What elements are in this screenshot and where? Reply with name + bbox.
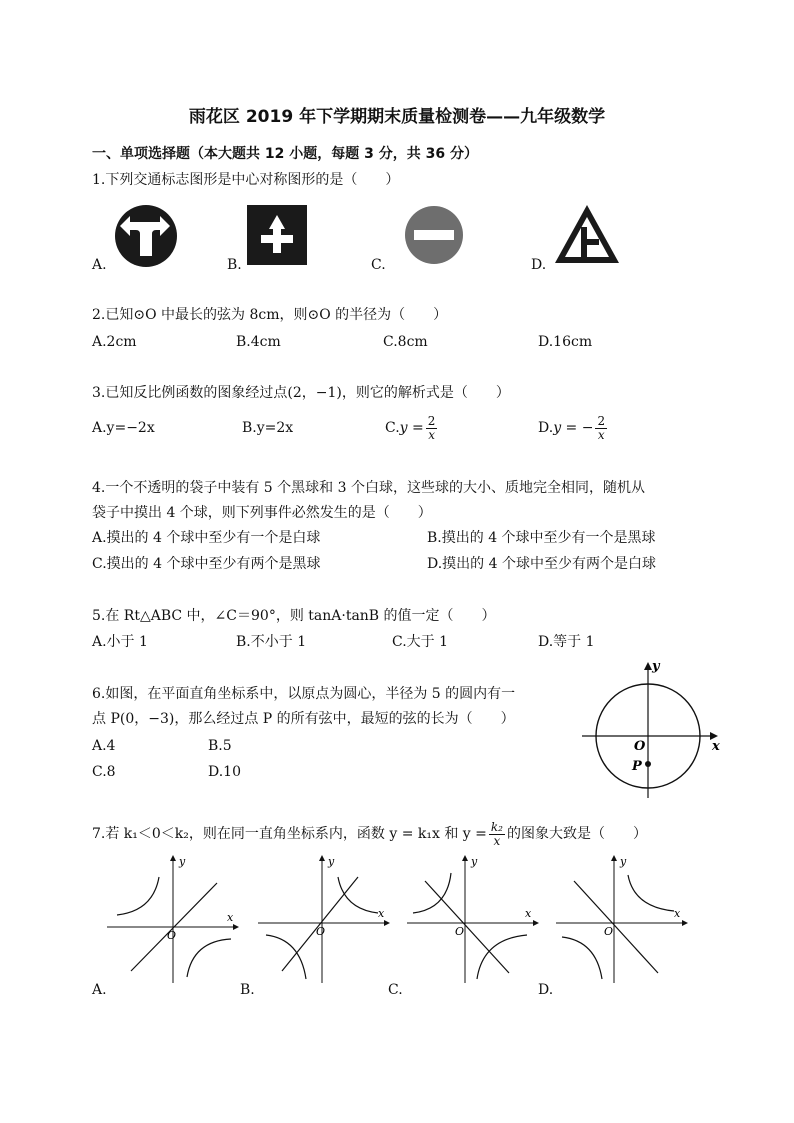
- q4-option-d[interactable]: D.摸出的 4 个球中至少有两个是白球: [427, 556, 656, 572]
- q7-option-a[interactable]: A.: [92, 982, 107, 998]
- question-4-stem-line1: 4.一个不透明的袋子中装有 5 个黑球和 3 个白球，这些球的大小、质地完全相同，随机从: [92, 480, 645, 496]
- q7b-y-label: y: [328, 855, 335, 868]
- question-6-stem-line1: 6.如图，在平面直角坐标系中，以原点为圆心，半径为 5 的圆内有一: [92, 686, 516, 702]
- q3-option-c-lhs: y =: [399, 420, 424, 436]
- q7c-origin-label: O: [455, 925, 465, 938]
- question-7-stem-b: 的图象大致是（ ）: [506, 826, 647, 842]
- q3-option-d-letter: D.: [538, 420, 554, 436]
- q5-option-b[interactable]: B.不小于 1: [236, 634, 307, 650]
- q3-option-d-numerator: 2: [597, 413, 606, 428]
- q7-option-d[interactable]: D.: [538, 982, 554, 998]
- arrow-up-square-sign-icon: [247, 205, 307, 265]
- q4-option-b[interactable]: B.摸出的 4 个球中至少有一个是黑球: [427, 530, 656, 546]
- q5-option-c[interactable]: C.大于 1: [392, 634, 449, 650]
- question-7-stem-a: 7.若 k₁＜0＜k₂，则在同一直角坐标系内，函数 y = k₁x 和 y =: [92, 826, 487, 842]
- q7d-x-label: x: [674, 907, 681, 920]
- q3-option-d[interactable]: [538, 410, 609, 446]
- q6-option-b[interactable]: B.5: [208, 738, 232, 754]
- q3-option-a[interactable]: A.y=−2x: [92, 420, 155, 436]
- q7-option-c[interactable]: C.: [388, 982, 403, 998]
- q3-option-d-fraction: [595, 415, 607, 442]
- q6-x-label: x: [712, 739, 720, 754]
- q7a-x-label: x: [227, 911, 234, 924]
- q7c-x-label: x: [525, 907, 532, 920]
- q4-option-a[interactable]: A.摸出的 4 个球中至少有一个是白球: [92, 530, 321, 546]
- q1-option-b[interactable]: B.: [227, 257, 242, 273]
- q2-option-a[interactable]: A.2cm: [92, 334, 137, 350]
- q4-option-c[interactable]: C.摸出的 4 个球中至少有两个是黑球: [92, 556, 321, 572]
- q6-origin-label: O: [634, 739, 646, 754]
- q3-option-c-denominator: x: [428, 427, 435, 442]
- page-title: 雨花区 2019 年下学期期末质量检测卷——九年级数学: [188, 107, 606, 127]
- q3-option-d-lhs: y = −: [553, 420, 594, 436]
- q5-option-d[interactable]: D.等于 1: [538, 634, 595, 650]
- q1-option-d[interactable]: D.: [531, 257, 547, 273]
- q6-y-label: y: [652, 659, 660, 674]
- q3-option-c[interactable]: [385, 410, 439, 446]
- question-4-stem-line2: 袋子中摸出 4 个球，则下列事件必然发生的是（ ）: [92, 505, 432, 521]
- question-7-denominator: x: [493, 833, 501, 848]
- q7-graph-a: [103, 855, 243, 985]
- q5-option-a[interactable]: A.小于 1: [92, 634, 148, 650]
- q3-option-d-denominator: x: [597, 427, 605, 442]
- q7b-x-label: x: [378, 907, 385, 920]
- question-3-stem: 3.已知反比例函数的图象经过点(2，−1)，则它的解析式是（ ）: [92, 385, 510, 401]
- q6-point-label: P: [632, 759, 642, 774]
- q2-option-c[interactable]: C.8cm: [383, 334, 428, 350]
- q3-option-c-letter: C.: [385, 420, 400, 436]
- t-junction-warning-sign-icon: [553, 203, 621, 265]
- q7-graph-b: [254, 855, 394, 985]
- q7a-y-label: y: [179, 855, 186, 868]
- q3-option-c-fraction: [426, 415, 438, 442]
- question-5-stem: 5.在 Rt△ABC 中，∠C＝90°，则 tanA·tanB 的值一定（ ）: [92, 608, 496, 624]
- q6-option-c[interactable]: C.8: [92, 764, 116, 780]
- question-7-stem: [92, 816, 647, 852]
- q7-graph-d: [552, 855, 692, 985]
- question-7-numerator: k₂: [490, 819, 503, 834]
- q1-option-c[interactable]: C.: [371, 257, 386, 273]
- q1-option-a[interactable]: A.: [92, 257, 107, 273]
- no-entry-sign-icon: [404, 205, 464, 265]
- question-6-stem-line2: 点 P(0，−3)，那么经过点 P 的所有弦中，最短的弦的长为（ ）: [92, 711, 515, 727]
- question-1-stem: 1.下列交通标志图形是中心对称图形的是（ ）: [92, 172, 400, 188]
- q7b-origin-label: O: [316, 925, 326, 938]
- q7d-y-label: y: [620, 855, 627, 868]
- question-7-fraction: [489, 821, 505, 848]
- turn-left-right-sign-icon: [114, 204, 178, 268]
- q7a-origin-label: O: [167, 929, 177, 942]
- q7d-origin-label: O: [604, 925, 614, 938]
- q6-option-d[interactable]: D.10: [208, 764, 241, 780]
- q3-option-c-numerator: 2: [427, 413, 436, 428]
- q6-circle-figure: [578, 658, 728, 803]
- q3-option-b[interactable]: B.y=2x: [242, 420, 294, 436]
- q2-option-b[interactable]: B.4cm: [236, 334, 281, 350]
- section-heading: 一、单项选择题（本大题共 12 小题，每题 3 分，共 36 分）: [92, 146, 478, 162]
- q7-option-b[interactable]: B.: [240, 982, 255, 998]
- q7-graph-c: [403, 855, 543, 985]
- q7c-y-label: y: [471, 855, 478, 868]
- q6-option-a[interactable]: A.4: [92, 738, 116, 754]
- question-2-stem: 2.已知⊙O 中最长的弦为 8cm，则⊙O 的半径为（ ）: [92, 307, 448, 323]
- q2-option-d[interactable]: D.16cm: [538, 334, 593, 350]
